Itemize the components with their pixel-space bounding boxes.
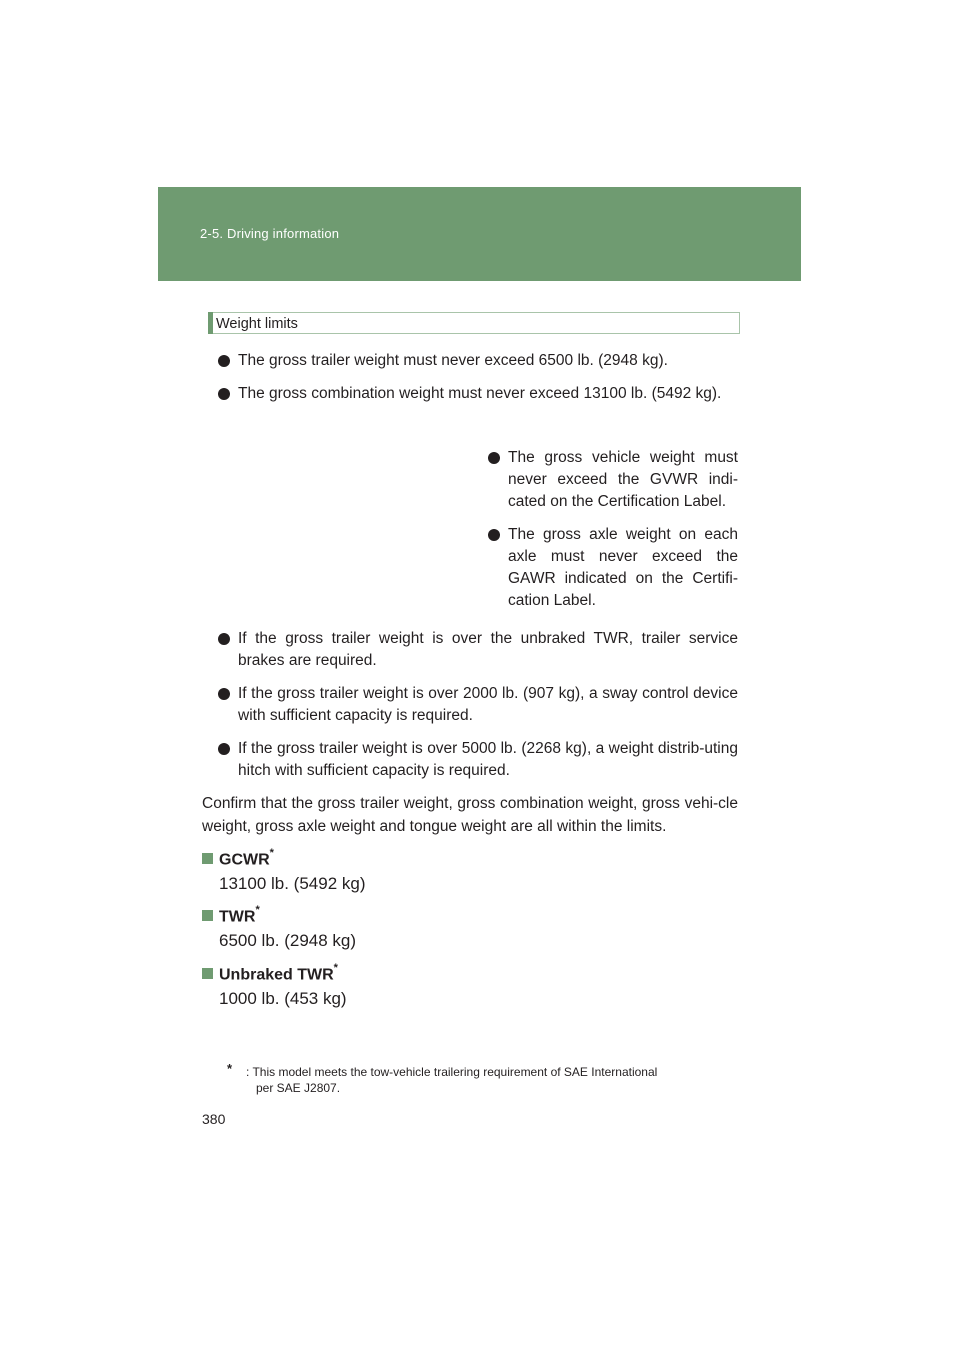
bullet-text: The gross combination weight must never exceed 13100 lb. (5492 kg).: [238, 385, 722, 402]
header-band: [158, 187, 801, 281]
bullet-icon: [488, 452, 500, 464]
bullet-item: [238, 383, 738, 405]
spec-value-gcwr: 13100 lb. (5492 kg): [219, 874, 366, 893]
footnote-line-1: : This model meets the tow-vehicle trailering requirement of SAE International: [246, 1065, 658, 1079]
spec-label: TWR: [219, 908, 256, 926]
bullet-text: If the gross trailer weight is over 2000 lb. (907 kg), a sway control device with sufficient capacity is required.: [238, 685, 738, 724]
page-number: 380: [202, 1111, 226, 1127]
weight-limits-title: Weight limits: [216, 316, 298, 332]
square-bullet-icon: [202, 910, 213, 921]
confirm-paragraph: Confirm that the gross trailer weight, gross combination weight, gross vehi-cle weight, gross axle weight and tongue weight are all within the limits.: [202, 795, 738, 835]
bullet-icon: [218, 633, 230, 645]
section-header: 2-5. Driving information: [200, 226, 340, 241]
bullet-icon: [488, 529, 500, 541]
bullet-item: [238, 738, 738, 782]
bullet-text: The gross trailer weight must never exceed 6500 lb. (2948 kg).: [238, 352, 668, 369]
bullet-item: [508, 447, 738, 513]
spec-heading-unbraked-twr: [202, 964, 338, 984]
spec-label: Unbraked TWR: [219, 966, 334, 984]
bullet-icon: [218, 388, 230, 400]
bullet-item: [238, 350, 738, 372]
weight-limits-heading: [208, 312, 740, 334]
bullet-icon: [218, 743, 230, 755]
footnote-line-2: per SAE J2807.: [256, 1081, 341, 1095]
spec-heading-gcwr: [202, 849, 274, 869]
square-bullet-icon: [202, 853, 213, 864]
bullet-item: [238, 628, 738, 672]
bullet-text: The gross vehicle weight must never exceed the GVWR indi-cated on the Certification Label.: [508, 449, 738, 510]
bullet-icon: [218, 355, 230, 367]
spec-label: GCWR: [219, 851, 270, 869]
bullet-text: If the gross trailer weight is over 5000 lb. (2268 kg), a weight distrib-uting hitch with sufficient capacity is required.: [238, 740, 738, 779]
asterisk-mark: *: [269, 847, 274, 859]
bullet-icon: [218, 688, 230, 700]
asterisk-mark: *: [333, 962, 338, 974]
spec-heading-twr: [202, 906, 260, 926]
bullet-text: The gross axle weight on each axle must never exceed the GAWR indicated on the Certifi-cation Label.: [508, 526, 738, 609]
asterisk-mark: *: [255, 904, 260, 916]
footnote-asterisk: *: [227, 1061, 233, 1076]
bullet-item: [508, 524, 738, 612]
spec-value-twr: 6500 lb. (2948 kg): [219, 931, 357, 950]
spec-value-unbraked-twr: 1000 lb. (453 kg): [219, 989, 347, 1008]
footnote: [227, 1061, 658, 1096]
bullet-item: [238, 683, 738, 727]
heading-accent-bar: [208, 312, 213, 334]
square-bullet-icon: [202, 968, 213, 979]
bullet-text: If the gross trailer weight is over the unbraked TWR, trailer service brakes are required.: [238, 630, 738, 669]
